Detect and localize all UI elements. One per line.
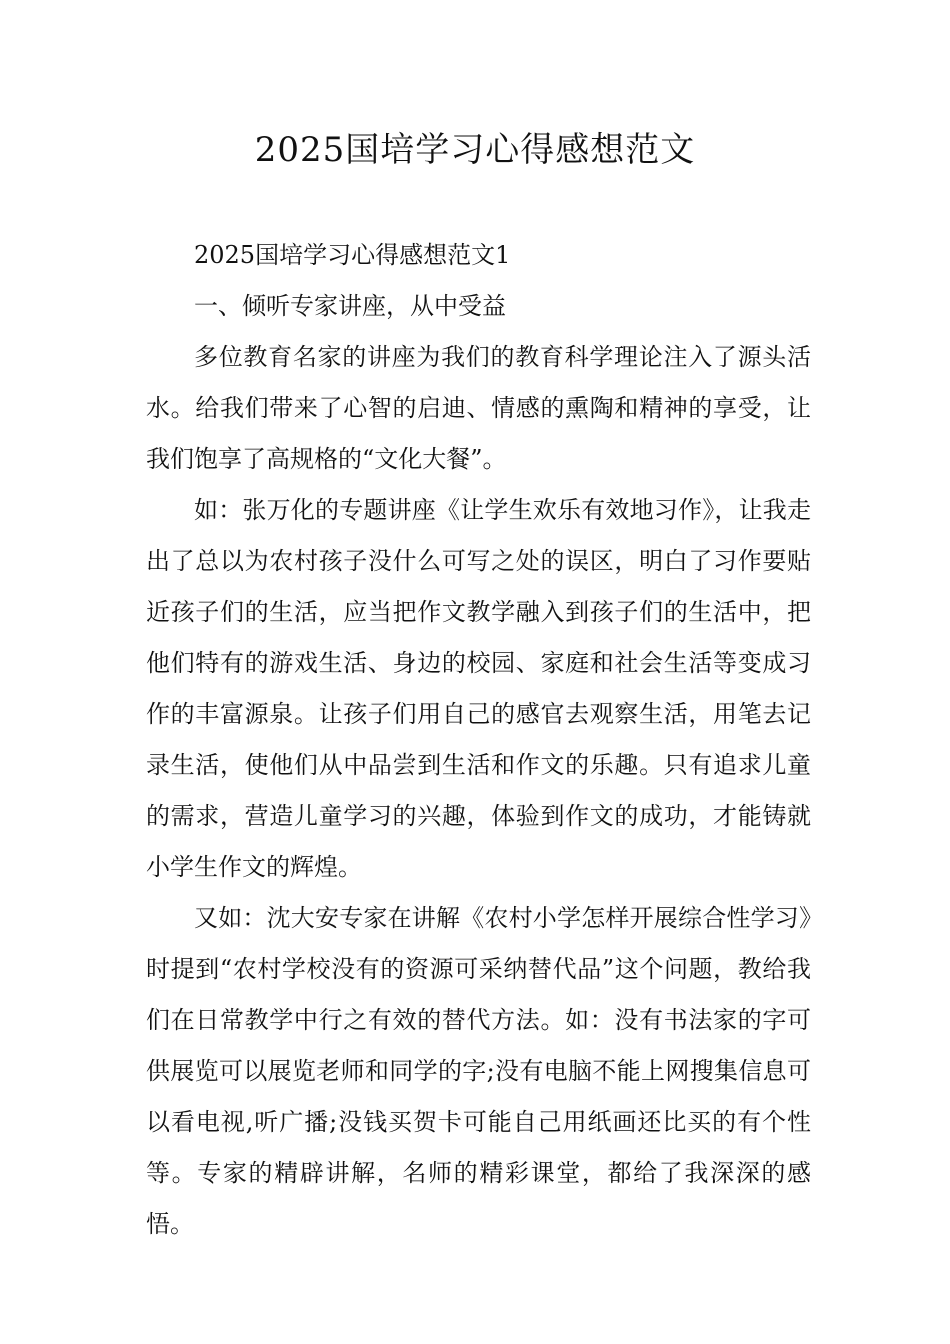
paragraph: 又如：沈大安专家在讲解《农村小学怎样开展综合性学习》时提到“农村学校没有的资源可采纳替代品”这个问题，教给我们在日常教学中行之有效的替代方法。如：没有书法家的字可供展览可以展览老师和同学的字;没有电脑不能上网搜集信息可以看电视,听广播;没钱买贺卡可能自己用纸画还比买的有个性等。专家的精辟讲解，名师的精彩课堂，都给了我深深的感悟。 <box>146 904 811 1238</box>
document-subtitle: 2025国培学习心得感想范文1 <box>194 241 511 269</box>
paragraph: 如：张万化的专题讲座《让学生欢乐有效地习作》，让我走出了总以为农村孩子没什么可写之处的误区，明白了习作要贴近孩子们的生活，应当把作文教学融入到孩子们的生活中，把他们特有的游戏生活、身边的校园、家庭和社会生活等变成习作的丰富源泉。让孩子们用自己的感官去观察生活，用笔去记录生活，使他们从中品尝到生活和作文的乐趣。只有追求儿童的需求，营造儿童学习的兴趣，体验到作文的成功，才能铸就小学生作文的辉煌。 <box>146 496 811 881</box>
section-heading: 一、倾听专家讲座，从中受益 <box>194 292 506 320</box>
document-body <box>146 230 811 1250</box>
document-title: 2025国培学习心得感想范文 <box>254 130 696 170</box>
paragraph: 多位教育名家的讲座为我们的教育科学理论注入了源头活水。给我们带来了心智的启迪、情感的熏陶和精神的享受，让我们饱享了高规格的“文化大餐”。 <box>146 343 811 473</box>
